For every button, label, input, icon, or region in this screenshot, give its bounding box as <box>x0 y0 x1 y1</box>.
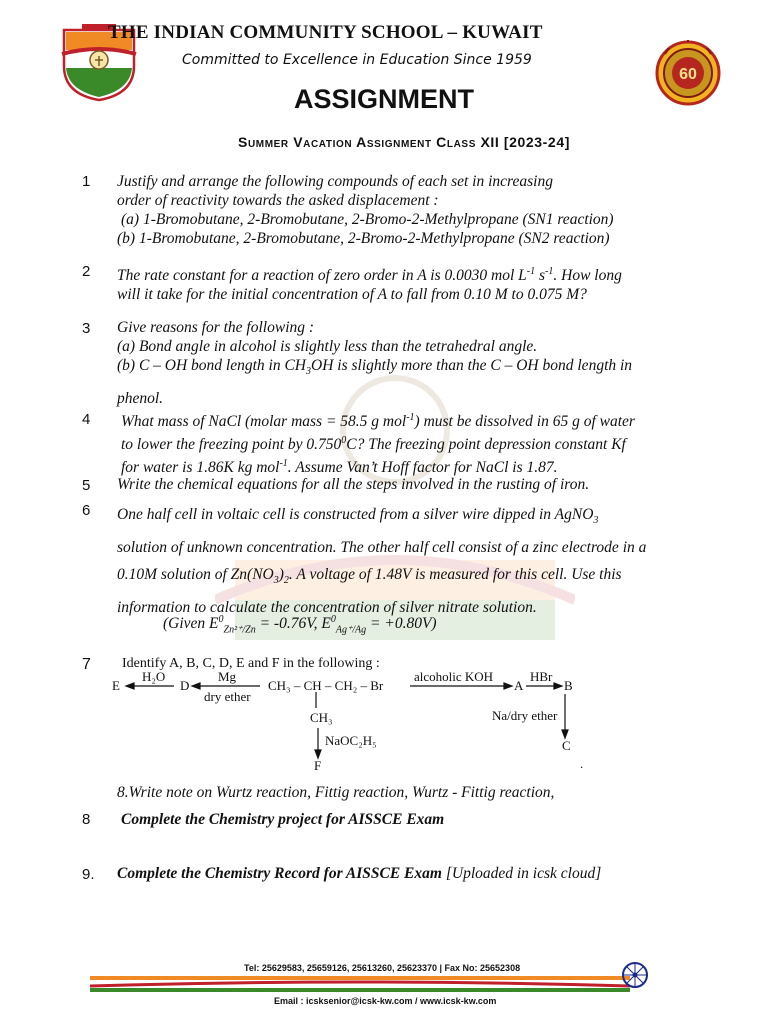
question-4-line-2: to lower the freezing point by 0.750$^0$C? The freezing point depression constant Kf <box>121 435 626 454</box>
arrow-head-d <box>192 683 200 689</box>
question-6-line-2: solution of unknown concentration. The other half cell consist of a zinc electrode in a <box>117 539 647 557</box>
question-number-4: 4 <box>82 411 91 428</box>
question-1-part-b: (b) 1-Bromobutane, 2-Bromobutane, 2-Bromo-2-Methylpropane (SN2 reaction) <box>117 230 610 247</box>
question-2 <box>117 262 695 304</box>
badge-number: 60 <box>679 66 697 83</box>
label-c: C <box>562 738 571 753</box>
question-3-line-4: phenol. <box>117 390 164 408</box>
ashoka-chakra-icon <box>620 960 650 990</box>
arrow-head-b <box>554 683 562 689</box>
reagent-h2o: H₂O <box>142 669 166 684</box>
school-name: THE INDIAN COMMUNITY SCHOOL – KUWAIT <box>108 22 543 43</box>
label-b: B <box>564 678 573 693</box>
question-1-part-a: (a) 1-Bromobutane, 2-Bromobutane, 2-Bromo-2-Methylpropane (SN1 reaction) <box>121 211 614 228</box>
question-1 <box>117 172 677 248</box>
question-2-line-1: The rate constant for a reaction of zero order in A is 0.0030 mol $L^{-1}$ $s^{-1}$. How long <box>117 266 622 285</box>
question-1-line-1: Justify and arrange the following compounds of each set in increasing <box>117 173 553 190</box>
footer-contact: Tel: 25629583, 25659126, 25613260, 25623370 | Fax No: 25652308 <box>244 963 521 973</box>
question-6 <box>117 501 695 621</box>
question-9 <box>117 864 695 883</box>
question-number-2: 2 <box>82 263 91 280</box>
question-number-6: 6 <box>82 502 91 519</box>
reaction-scheme-diagram <box>110 668 590 778</box>
arrow-head-e <box>126 683 134 689</box>
arrow-head-c <box>562 730 568 738</box>
question-4-line-1: What mass of NaCl (molar mass = 58.5 g mol$^{-1}$) must be dissolved in 65 g of water <box>121 412 635 431</box>
question-number-1: 1 <box>82 173 91 190</box>
school-motto: Committed to Excellence in Education Since 1959 <box>182 52 532 68</box>
reagent-naoc2h5: NaOC₂H₅ <box>325 733 377 748</box>
footer-flag-stripe <box>90 976 630 994</box>
question-number-3: 3 <box>82 320 91 337</box>
question-8-wurtz-note: 8.Write note on Wurtz reaction, Fittig reaction, Wurtz - Fittig reaction, <box>117 784 555 801</box>
reagent-alcoholic-koh: alcoholic KOH <box>414 669 494 684</box>
footer-email: Email : icsksenior@icsk-kw.com / www.icsk-kw.com <box>274 996 497 1006</box>
question-8: Complete the Chemistry project for AISSCE Exam <box>121 811 445 828</box>
compound-ch3-branch: CH₃ <box>310 710 333 725</box>
question-5: Write the chemical equations for all the steps involved in the rusting of iron. <box>117 476 590 493</box>
question-6-line-3: 0.10M solution of $Zn(NO_3)_2$. A voltage of 1.48V is measured for this cell. Use this <box>117 566 622 587</box>
label-e: E <box>112 678 120 693</box>
question-1-line-2: order of reactivity towards the asked displacement : <box>117 192 439 209</box>
page-title: ASSIGNMENT <box>293 84 474 114</box>
question-9-bold: Complete the Chemistry Record for AISSCE Exam <box>117 865 442 882</box>
question-4 <box>121 408 695 477</box>
question-6-given-values: (Given $E^0_{Zn^{2+}/Zn} = -0.76V$, $E^0_{Ag^+/Ag} = +0.80V$) <box>163 614 437 636</box>
reagent-na-dry-ether: Na/dry ether <box>492 708 558 723</box>
compound-chain: CH₃ – CH – CH₂ – Br <box>268 678 384 693</box>
question-number-8: 8 <box>82 811 91 828</box>
reagent-mg: Mg <box>218 669 237 684</box>
question-6-line-1: One half cell in voltaic cell is constructed from a silver wire dipped in AgNO$_3$ <box>117 506 599 527</box>
question-3-part-b: (b) C – OH bond length in $CH_3OH$ is slightly more than the C – OH bond length in <box>117 357 633 378</box>
label-f: F <box>314 758 322 773</box>
reagent-hbr: HBr <box>530 669 553 684</box>
label-d: D <box>180 678 190 693</box>
question-4-line-3: for water is 1.86K kg mol$^{-1}$. Assume Van’t Hoff factor for NaCl is 1.87. <box>121 458 558 477</box>
question-number-7: 7 <box>82 656 91 673</box>
question-2-line-2: will it take for the initial concentration of A to fall from 0.10 M to 0.075 M? <box>117 286 587 304</box>
question-6-line-4: information to calculate the concentration of silver nitrate solution. <box>117 599 537 617</box>
arrow-head-a <box>504 683 512 689</box>
trailing-dot: . <box>580 756 584 771</box>
label-a: A <box>514 678 524 693</box>
question-7-heading: Identify A, B, C, D, E and F in the following : <box>122 656 380 671</box>
question-number-9: 9. <box>82 866 95 883</box>
question-number-5: 5 <box>82 477 91 494</box>
question-3 <box>117 318 695 408</box>
question-9-note: [Uploaded in icsk cloud] <box>441 865 602 882</box>
question-3-part-a: (a) Bond angle in alcohol is slightly less than the tetrahedral angle. <box>117 338 538 355</box>
page-subtitle: Summer Vacation Assignment Class XII [2023-24] <box>238 134 570 150</box>
question-3-line-1: Give reasons for the following : <box>117 319 315 336</box>
reagent-dry-ether: dry ether <box>204 689 251 704</box>
arrow-head-f <box>315 750 321 758</box>
